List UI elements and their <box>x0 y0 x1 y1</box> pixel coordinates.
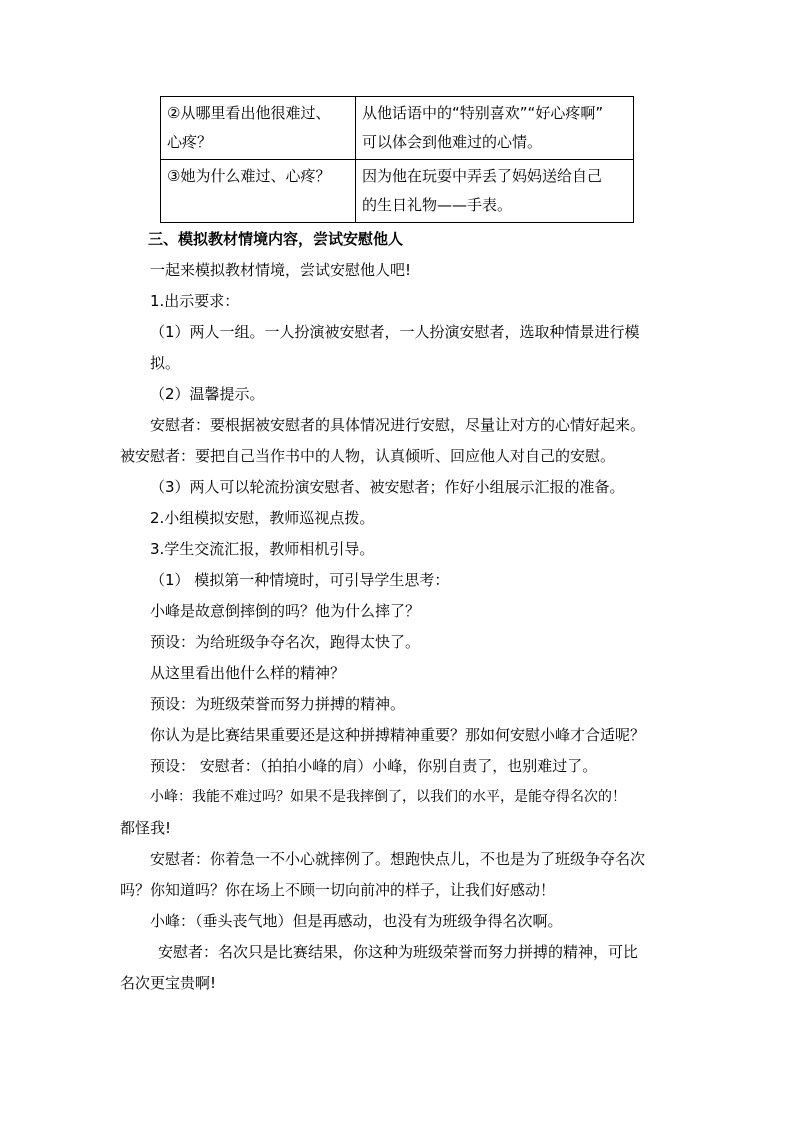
question-cell <box>161 97 356 160</box>
cell-line: ③她为什么难过、心疼？ <box>167 167 331 185</box>
paragraph-line: 预设： 安慰者：（拍拍小峰的肩）小峰，你别自责了，也别难过了。 <box>150 757 598 775</box>
paragraph-line: 拟。 <box>150 354 181 372</box>
answer-cell <box>356 97 634 160</box>
paragraph-line: 小峰：（垂头丧气地）但是再感动，也没有为班级争得名次啊。 <box>150 912 563 930</box>
paragraph-line: 你认为是比赛结果重要还是这种拼搏精神重要？那如何安慰小峰才合适呢？ <box>150 726 646 744</box>
section-body <box>120 224 690 999</box>
answer-cell <box>356 160 634 223</box>
paragraph-line: 1.出示要求： <box>150 292 240 310</box>
paragraph-line: 3.学生交流汇报，教师相机引导。 <box>150 540 375 558</box>
paragraph-line: 小峰：我能不难过吗？如果不是我摔倒了，以我们的水平，是能夺得名次的！ <box>150 789 626 805</box>
paragraph-line: 安慰者：名次只是比赛结果，你这种为班级荣誉而努力拼搏的精神，可比 <box>158 943 639 961</box>
paragraph-line: （1）两人一组。一人扮演被安慰者，一人扮演安慰者，选取种情景进行模 <box>150 323 640 341</box>
cell-line: ②从哪里看出他很难过、 <box>167 104 331 122</box>
paragraph-line: 被安慰者：要把自己当作书中的人物，认真倾听、回应他人对自己的安慰。 <box>120 447 616 465</box>
section-heading: 三、模拟教材情境内容，尝试安慰他人 <box>148 230 404 248</box>
paragraph-line: （3）两人可以轮流扮演安慰者、被安慰者；作好小组展示汇报的准备。 <box>150 478 625 496</box>
question-answer-table <box>160 96 634 223</box>
paragraph-line: 安慰者：要根据被安慰者的具体情况进行安慰，尽量让对方的心情好起来。 <box>150 416 646 434</box>
paragraph-line: 吗？你知道吗？你在场上不顾一切向前冲的样子，让我们好感动！ <box>120 881 556 899</box>
paragraph-line: 预设：为班级荣誉而努力拼搏的精神。 <box>150 695 406 713</box>
paragraph-line: 安慰者：你着急一不小心就摔例了。想跑快点儿，不也是为了班级争夺名次 <box>150 850 646 868</box>
paragraph-line: （2）温馨提示。 <box>150 385 265 403</box>
table-row <box>161 160 634 223</box>
cell-line: 从他话语中的“特别喜欢”“好心疼啊” <box>362 104 604 122</box>
paragraph-line: 小峰是故意倒摔倒的吗？他为什么摔了？ <box>150 602 421 620</box>
paragraph-line: 从这里看出他什么样的精神？ <box>150 664 346 682</box>
cell-line: 心疼？ <box>167 133 213 151</box>
paragraph-line: 2.小组模拟安慰，教师巡视点拨。 <box>150 509 375 527</box>
paragraph-line: （1） 模拟第一种情境时，可引导学生思考： <box>150 571 450 589</box>
cell-line: 因为他在玩耍中弄丢了妈妈送给自己 <box>362 167 603 185</box>
cell-line: 的生日礼物——手表。 <box>362 196 513 214</box>
table-row <box>161 97 634 160</box>
paragraph-line: 预设：为给班级争夺名次，跑得太快了。 <box>150 633 421 651</box>
paragraph-line: 一起来模拟教材情境，尝试安慰他人吧! <box>150 261 412 279</box>
cell-line: 可以体会到他难过的心情。 <box>362 133 543 151</box>
paragraph-line: 都怪我! <box>120 819 172 837</box>
question-cell <box>161 160 356 223</box>
paragraph-line: 名次更宝贵啊! <box>120 974 217 992</box>
